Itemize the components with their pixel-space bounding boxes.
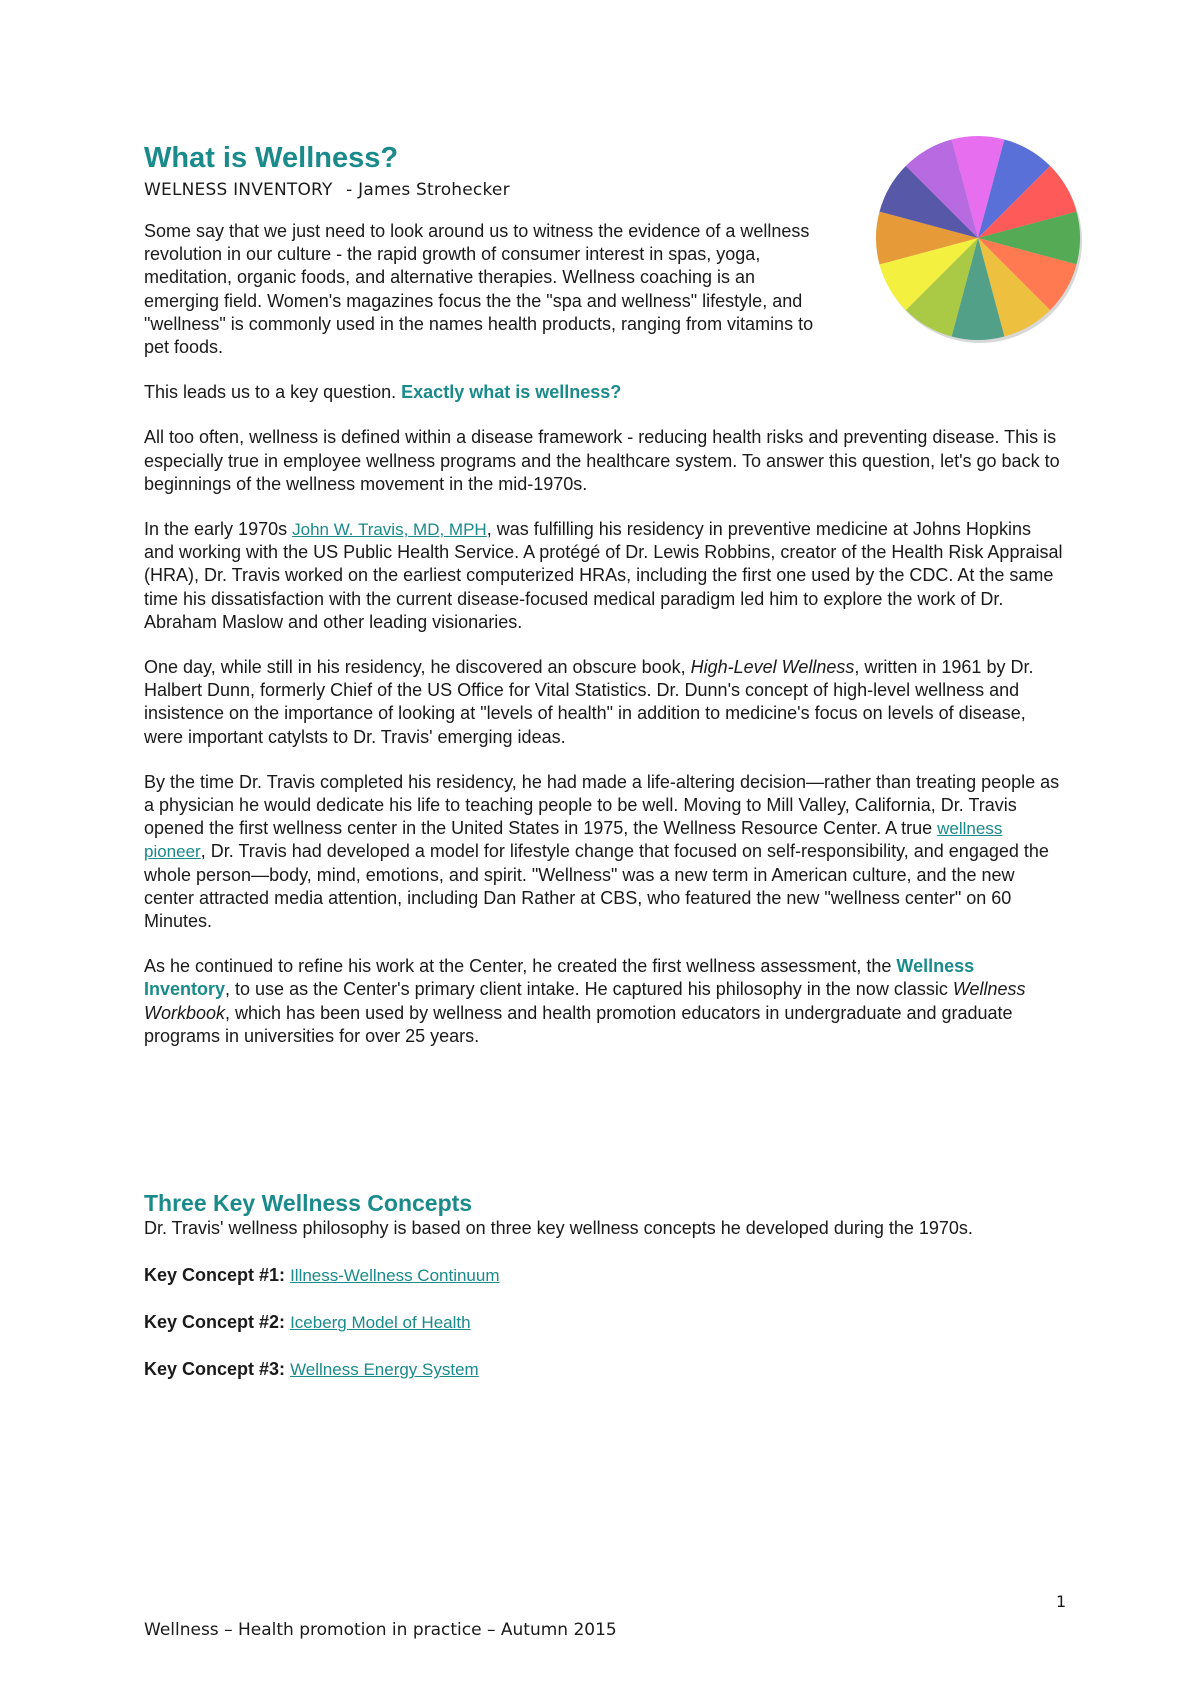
wellness-pioneer-link[interactable]: wellness pioneer [144,819,1003,862]
section-title: Three Key Wellness Concepts [144,1190,473,1216]
para4-lead: One day, while still in his residency, he discovered an obscure book, [144,657,691,678]
para6-mid: , to use as the Center's primary client intake. He captured his philosophy in the now classic [225,979,953,1000]
key-concept-3 [144,1358,1064,1381]
concept-1-label: Key Concept #1: [144,1265,286,1286]
para4-rest: , written in 1961 by Dr. Halbert Dunn, formerly Chief of the US Office for Vital Statistics. Dr. Dunn's concept of high-level wellness and insistence on the importance of looking at "levels of health" in addition to medicine's focus on levels of disease, were important catylsts to Dr. Travis' emerging ideas. [144,657,1034,747]
question-highlight: Exactly what is wellness? [401,382,622,403]
key-concepts-section [144,1189,1064,1381]
page-number: 1 [1056,1592,1067,1611]
subtitle-inventory: WELNESS INVENTORY [144,180,333,200]
para6-lead: As he continued to refine his work at the Center, he created the first wellness assessment, the [144,956,897,977]
iceberg-model-link[interactable]: Iceberg Model of Health [290,1313,471,1333]
illness-wellness-continuum-link[interactable]: Illness-Wellness Continuum [290,1266,500,1286]
wellness-energy-system-link[interactable]: Wellness Energy System [290,1360,479,1380]
travis-residency-paragraph [144,518,1064,634]
key-concept-1 [144,1264,1064,1287]
page-title: What is Wellness? [144,142,399,174]
concept-2-label: Key Concept #2: [144,1312,286,1333]
para3-rest: , was fulfilling his residency in preventive medicine at Johns Hopkins and working with the US Public Health Service. A protégé of Dr. Lewis Robbins, creator of the Health Risk Appraisal (HRA), Dr. Travis worked on the earliest computerized HRAs, including the first one used by the CDC. At the same time his dissatisfaction with the current disease-focused medical paradigm led him to explore the work of Dr. Abraham Maslow and other leading visionaries. [144,519,1063,632]
para3-lead: In the early 1970s [144,519,293,540]
wellness-inventory-paragraph [144,955,1064,1048]
question-lead: This leads us to a key question. [144,382,402,403]
para5-lead: By the time Dr. Travis completed his residency, he had made a life-altering decision—rather than treating people as a physician he would dedicate his life to teaching people to be well. Moving to Mill Valley, California, Dr. Travis opened the first wellness center in the United States in 1975, the Wellness Resource Center. A true [144,771,1060,839]
wellness-inventory-highlight: Wellness Inventory [144,956,975,1000]
wellness-center-paragraph [144,771,1064,933]
book-title-wellness-workbook: Wellness Workbook [144,979,1026,1023]
high-level-wellness-paragraph [144,656,1064,749]
main-content [144,140,1064,1048]
subtitle [144,176,1064,204]
concept-3-label: Key Concept #3: [144,1359,286,1380]
page-footer: Wellness – Health promotion in practice – Autumn 2015 [144,1620,617,1640]
question-paragraph [144,381,1064,404]
subtitle-author: - James Strohecker [346,180,510,200]
key-concept-2 [144,1311,1064,1334]
para5-rest: , Dr. Travis had developed a model for lifestyle change that focused on self-responsibility, and engaged the whole person—body, mind, emotions, and spirit. "Wellness" was a new term in American culture, and the new center attracted media attention, including Dan Rather at CBS, who featured the new "wellness center" on 60 Minutes. [144,841,1049,932]
john-travis-link[interactable]: John W. Travis, MD, MPH [292,520,487,540]
para6-rest: , which has been used by wellness and health promotion educators in undergraduate and graduate programs in universities for over 25 years. [144,1002,1013,1046]
disease-framework-paragraph: All too often, wellness is defined within a disease framework - reducing health risks and preventing disease. This is especially true in employee wellness programs and the healthcare system. To answer this question, let's go back to beginnings of the wellness movement in the mid-1970s. [144,427,1060,494]
intro-paragraph: Some say that we just need to look around us to witness the evidence of a wellness revolution in our culture - the rapid growth of consumer interest in spas, yoga, meditation, organic foods, and alternative therapies. Wellness coaching is an emerging field. Women's magazines focus the the "spa and wellness" lifestyle, and "wellness" is commonly used in the names health products, ranging from vitamins to pet foods. [144,221,814,358]
section-intro: Dr. Travis' wellness philosophy is based on three key wellness concepts he developed during the 1970s. [144,1218,973,1238]
book-title-high-level-wellness: High-Level Wellness [690,657,855,678]
